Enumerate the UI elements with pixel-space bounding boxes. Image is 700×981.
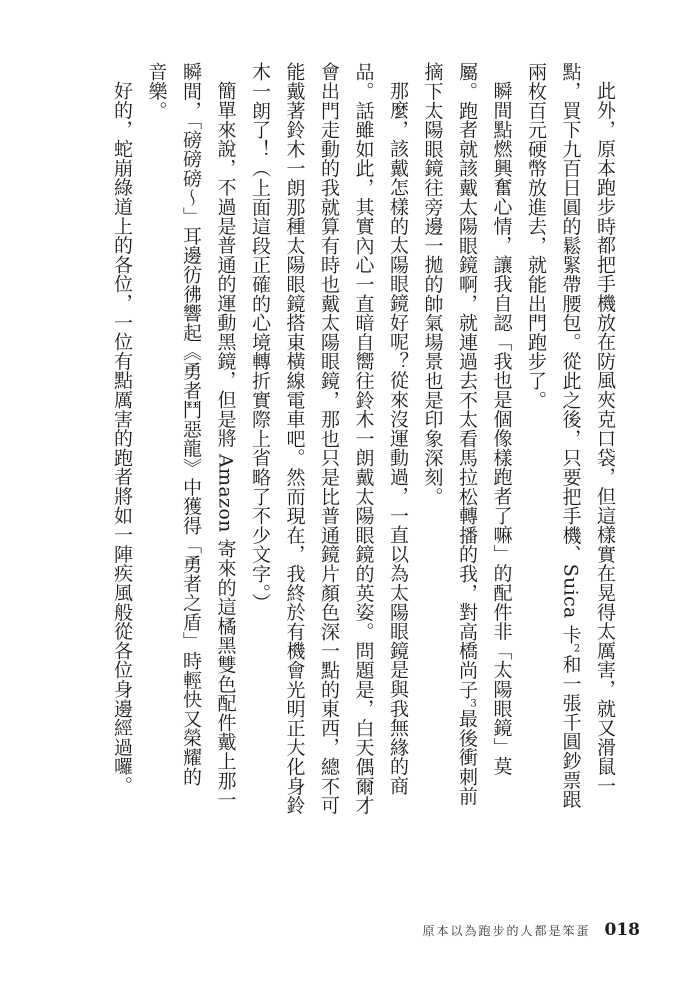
paragraph-2 (415, 62, 519, 822)
running-book-title: 原本以為跑步的人都是笨蛋 (422, 924, 591, 938)
text-line: 瞬間，「磅磅磅～」耳邊彷彿響起《勇者鬥惡龍》中獲得「勇者之盾」時輕快又榮耀的 (180, 62, 202, 786)
text-segment: 最後衝刺前 (456, 708, 478, 806)
text-line: 簡單來說，不過是普通的運動黑鏡，但是將 Amazon 寄來的這橘黑雙色配件戴上那一 (214, 81, 237, 810)
paragraph-1 (519, 62, 623, 822)
paragraph-4 (139, 62, 243, 822)
text-line: 那麼，該戴怎樣的太陽眼鏡好呢？從來沒運動過，一直以為太陽眼鏡是與我無緣的商 (387, 81, 409, 796)
footnote-marker: 2 (573, 644, 581, 655)
text-line: 音樂。 (145, 62, 168, 120)
text-line: 摘下太陽眼鏡往旁邊一拋的帥氣場景也是印象深刻。 (421, 62, 444, 506)
paragraph-5 (105, 62, 140, 822)
text-line: 兩枚百元硬幣放進去，就能出門跑步了。 (525, 62, 547, 410)
text-line: 木一朗了！（上面這段正確的心境轉折實際上省略了不少文字。） (249, 62, 271, 613)
text-line: 品。話雖如此，其實內心一直暗自嚮往鈴木一朗戴太陽眼鏡的英姿。問題是，白天偶爾才 (352, 62, 375, 815)
text-line: 會出門走動的我就算有時也戴太陽眼鏡，那也只是比普通鏡片顏色深一點的東西，總不可 (318, 62, 340, 815)
text-line (553, 62, 588, 822)
text-line: 能戴著鈴木一朗那種太陽眼鏡搭東橫線電車吧。然而現在，我終於有機會光明正大化身鈴 (283, 62, 306, 815)
paragraph-3 (243, 62, 416, 822)
text-segment: 點，買下九百日圓的鬆緊帶腰包。從此之後，只要把手機、Suica 卡 (559, 62, 582, 645)
text-segment: 屬。跑者就該戴太陽眼鏡啊，就連過去不太看馬拉松轉播的我，對高橋尚子 (456, 62, 478, 699)
text-line: 好的，蛇崩綠道上的各位，一位有點厲害的跑者將如一陣疾風般從各位身邊經過囉。 (111, 81, 133, 796)
page-number: 018 (604, 920, 640, 940)
page-footer (422, 920, 640, 940)
text-line: 瞬間點燃興奮心情，讓我自認「我也是個像樣跑者了嘛」的配件非「太陽眼鏡」莫 (490, 81, 513, 776)
text-line: 此外，原本跑步時都把手機放在防風夾克口袋，但這樣實在晃得太厲害，就又滑鼠一 (594, 81, 616, 796)
text-line (450, 62, 485, 822)
body-text (105, 62, 623, 822)
footnote-marker: 3 (470, 698, 477, 709)
text-segment: 和一張千圓鈔票跟 (559, 654, 582, 809)
